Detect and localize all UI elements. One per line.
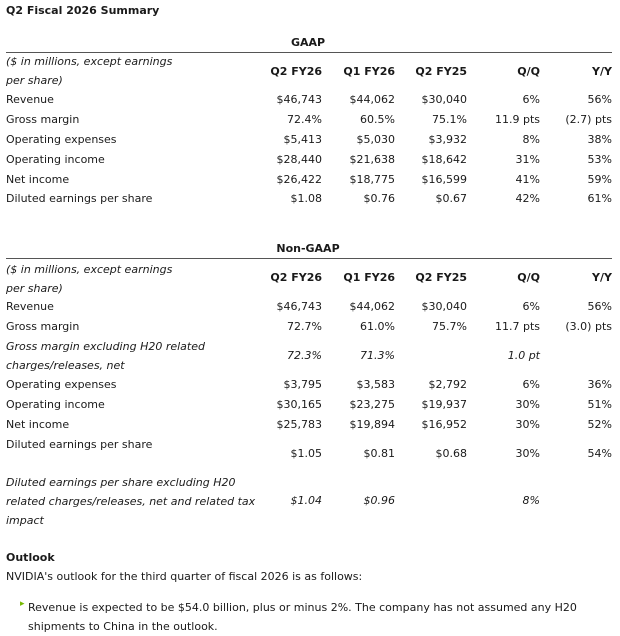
gaap-cell: $16,599 [421,173,467,186]
gaap-cell: $5,413 [283,133,322,146]
gaap-cell: (2.7) pts [565,113,612,126]
nongaap-cell: $2,792 [428,378,467,391]
nongaap-cell: 30% [515,418,540,431]
gaap-col-yy: Y/Y [592,65,612,78]
nongaap-cell: 6% [522,300,540,313]
nongaap-cell: $23,275 [349,398,395,411]
nongaap-cell: $0.81 [363,447,395,460]
gaap-cell: 38% [587,133,612,146]
nongaap-cell: 72.7% [287,320,322,333]
nongaap-col-q2fy25: Q2 FY25 [415,271,467,284]
gaap-row-label: Net income [6,173,70,186]
nongaap-cell: $3,795 [283,378,322,391]
nongaap-col-qq: Q/Q [517,271,540,284]
nongaap-cell: $16,952 [421,418,467,431]
gaap-units-note: ($ in millions, except earnings per share) [6,55,173,87]
gaap-cell: $30,040 [421,93,467,106]
nongaap-cell: 30% [515,398,540,411]
gaap-cell: 53% [587,153,612,166]
nongaap-cell: $46,743 [276,300,322,313]
nongaap-cell: $25,783 [276,418,322,431]
gaap-cell: $46,743 [276,93,322,106]
gaap-cell: 6% [522,93,540,106]
nongaap-col-q2fy26: Q2 FY26 [270,271,322,284]
nongaap-cell: $44,062 [349,300,395,313]
bullet-arrow-icon: ▸ [20,599,25,609]
nongaap-col-q1fy26: Q1 FY26 [343,271,395,284]
nongaap-heading: Non-GAAP [276,242,340,255]
gaap-col-q1fy26: Q1 FY26 [343,65,395,78]
gaap-row-label: Operating expenses [6,133,117,146]
nongaap-row-label: Gross margin excluding H20 related charges/releases, net [6,340,205,372]
nongaap-divider [6,258,612,259]
outlook-bullet: Revenue is expected to be $54.0 billion, plus or minus 2%. The company has not assumed any H20 shipments to China in the outlook. [28,601,577,633]
gaap-cell: $0.67 [435,192,467,205]
nongaap-cell: (3.0) pts [565,320,612,333]
nongaap-row-label: Diluted earnings per share excluding H20 related charges/releases, net and related tax impact [6,476,256,527]
gaap-cell: $26,422 [276,173,322,186]
nongaap-cell: $19,937 [421,398,467,411]
nongaap-row-label: Gross margin [6,320,80,333]
gaap-cell: $5,030 [356,133,395,146]
nongaap-cell: $1.05 [290,447,322,460]
gaap-cell: 61% [587,192,612,205]
nongaap-cell: $30,165 [276,398,322,411]
gaap-cell: 42% [515,192,540,205]
nongaap-cell: $0.96 [363,494,395,507]
gaap-cell: $18,642 [421,153,467,166]
outlook-intro: NVIDIA's outlook for the third quarter of fiscal 2026 is as follows: [6,570,363,583]
nongaap-row-label: Operating income [6,398,105,411]
nongaap-cell: 51% [587,398,612,411]
nongaap-units-note: ($ in millions, except earnings per share) [6,263,173,295]
gaap-cell: 31% [515,153,540,166]
nongaap-cell: 52% [587,418,612,431]
gaap-cell: 11.9 pts [494,113,540,126]
gaap-cell: $44,062 [349,93,395,106]
gaap-col-q2fy25: Q2 FY25 [415,65,467,78]
gaap-cell: $21,638 [349,153,395,166]
nongaap-cell: 61.0% [360,320,395,333]
gaap-cell: 8% [522,133,540,146]
gaap-cell: 75.1% [432,113,467,126]
gaap-col-q2fy26: Q2 FY26 [270,65,322,78]
gaap-cell: $3,932 [428,133,467,146]
nongaap-cell: $0.68 [435,447,467,460]
nongaap-row-label: Diluted earnings per share [6,438,153,451]
gaap-cell: 41% [515,173,540,186]
nongaap-row-label: Operating expenses [6,378,117,391]
gaap-row-label: Gross margin [6,113,80,126]
gaap-cell: 72.4% [287,113,322,126]
nongaap-cell: 75.7% [432,320,467,333]
nongaap-cell: 30% [515,447,540,460]
nongaap-cell: 6% [522,378,540,391]
outlook-heading: Outlook [6,551,55,564]
nongaap-cell: 72.3% [287,349,322,362]
gaap-cell: $0.76 [363,192,395,205]
nongaap-cell: 1.0 pt [507,349,540,362]
gaap-cell: 56% [587,93,612,106]
nongaap-col-yy: Y/Y [592,271,612,284]
nongaap-cell: 8% [522,494,540,507]
gaap-col-qq: Q/Q [517,65,540,78]
nongaap-cell: $1.04 [290,494,322,507]
nongaap-cell: 56% [587,300,612,313]
nongaap-row-label: Net income [6,418,70,431]
nongaap-cell: 11.7 pts [494,320,540,333]
page-title: Q2 Fiscal 2026 Summary [6,4,160,17]
gaap-heading: GAAP [290,36,326,49]
nongaap-cell: $19,894 [349,418,395,431]
nongaap-cell: 36% [587,378,612,391]
gaap-cell: $1.08 [290,192,322,205]
gaap-cell: $28,440 [276,153,322,166]
gaap-cell: 59% [587,173,612,186]
nongaap-cell: $30,040 [421,300,467,313]
gaap-row-label: Operating income [6,153,105,166]
nongaap-cell: 71.3% [360,349,395,362]
gaap-row-label: Diluted earnings per share [6,192,153,205]
gaap-cell: 60.5% [360,113,395,126]
gaap-cell: $18,775 [349,173,395,186]
nongaap-row-label: Revenue [6,300,54,313]
nongaap-cell: 54% [587,447,612,460]
nongaap-cell: $3,583 [356,378,395,391]
gaap-row-label: Revenue [6,93,54,106]
